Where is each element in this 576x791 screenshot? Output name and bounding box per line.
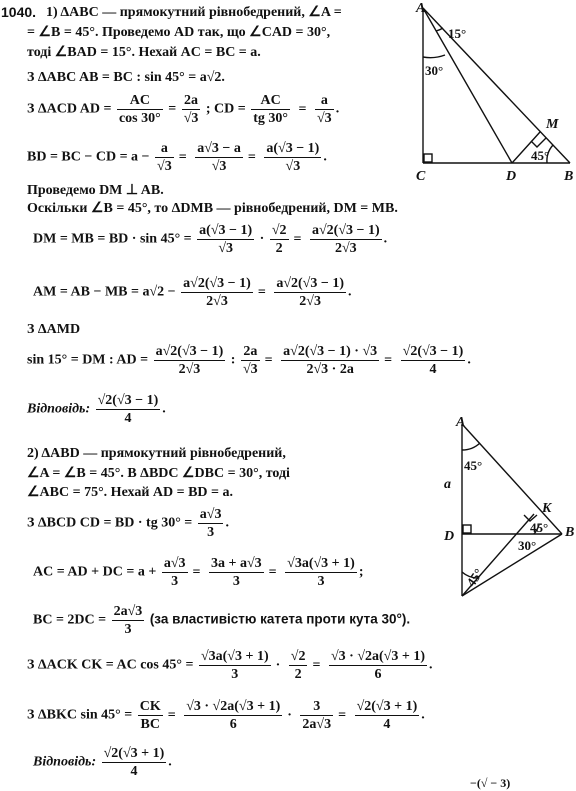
fraction (285, 555, 357, 590)
part2-intro-line3: ∠ABC = 75°. Нехай AD = BD = a. (27, 485, 234, 500)
line-dm-perp: Проведемо DM ⊥ AB. (27, 183, 164, 198)
denominator: 2a√3 (302, 717, 332, 732)
fraction (197, 222, 254, 257)
fraction (281, 343, 379, 378)
label-d: D (444, 529, 455, 544)
fraction (401, 343, 466, 378)
text: З ΔBKC sin 45° = (27, 707, 133, 723)
denominator: 2 (275, 241, 283, 256)
numerator: a√3 (163, 556, 186, 571)
note: (за властивістю катета проти кута 30°). (149, 611, 411, 627)
fraction (155, 140, 174, 175)
fraction (274, 275, 346, 310)
label-side-a: a (444, 477, 451, 492)
denominator: 3 (317, 574, 325, 589)
line-sin15: sin 15° = DM : AD = $\frac{a√2(√3 - 1)}{2√3}$ : $\frac{2a}{√3}$ = $\frac{a√2(√3 - 1) \cdot √3}{2√3 \cdot 2a}$ = $\frac{√2(√3 - 1)}{4}$ . (27, 344, 471, 377)
label-b: B (565, 525, 575, 540)
denominator: 6 (229, 717, 237, 732)
equals: = (168, 101, 177, 117)
numerator: AC (117, 92, 163, 110)
fraction (102, 745, 167, 780)
answer-label: Відповідь: (33, 754, 97, 770)
text: AM = AB − MB = a√2 − (33, 284, 176, 300)
line-amd: З ΔAMD (27, 322, 81, 337)
fraction (198, 506, 224, 541)
label-a: A (456, 415, 466, 430)
fraction (182, 92, 201, 127)
fraction (315, 92, 334, 127)
right-angle-d (463, 525, 471, 533)
numerator: √3 · √2a(√3 + 1) (186, 699, 281, 714)
answer-2: Відповідь: $\frac{√2(√3 + 1)}{4}$ . (33, 746, 172, 779)
fraction (300, 698, 333, 733)
denominator: 2√3 (206, 294, 228, 309)
fraction (181, 275, 253, 310)
fraction (112, 603, 145, 638)
denominator: √3 (218, 241, 233, 256)
label-m: M (546, 117, 559, 132)
label-angle-45-left: 45° (463, 565, 487, 590)
text: BD = BC − CD = a − (27, 149, 150, 165)
line-bc (33, 603, 410, 638)
text: · (259, 231, 265, 247)
line-cd: З ΔBCD CD = BD · tg 30° = $\frac{a√3}{3}$ . (27, 507, 229, 540)
line-bkc: З ΔBKC sin 45° = $\frac{CK}{BC}$ = $\frac{√3 \cdot √2a(√3 + 1)}{6}$ · $\frac{3}{2a√3}$ = $\frac{√2(√3 + 1)}{4}$ . (27, 699, 425, 732)
text: З ΔACK CK = AC cos 45° = (27, 657, 194, 673)
denominator: 4 (124, 411, 132, 426)
label-a: A (416, 1, 426, 16)
denominator: 2√3 (334, 241, 357, 256)
numerator: AC (251, 92, 290, 110)
label-b: B (564, 169, 574, 184)
numerator: 3a + a√3 (210, 556, 262, 571)
figure-triangle-abd (436, 412, 576, 602)
part2-intro-line2: ∠A = ∠B = 45°. В ΔBDC ∠DBC = 30°, тоді (27, 466, 290, 481)
numerator: a√3 − a (197, 141, 241, 156)
fraction (355, 698, 420, 733)
numerator: a√2(√3 − 1) · √3 (283, 344, 378, 359)
line-dm: DM = MB = BD · sin 45° = $\frac{a(√3 - 1)}{√3}$ · $\frac{√2}{2}$ = $\frac{a√2(√3 - 1)}{2√3}$ . (33, 223, 388, 256)
denominator: cos 30° (118, 111, 161, 126)
numerator: a(√3 − 1) (199, 223, 253, 238)
figure-triangle-abc (400, 0, 576, 185)
denominator: 3 (231, 667, 239, 682)
line-ck: З ΔACK CK = AC cos 45° = $\frac{√3a(√3 + 1)}{3}$ · $\frac{√2}{2}$ = $\frac{√3 \cdot √2a(√3 + 1)}{6}$ . (27, 649, 433, 682)
side-ab (462, 424, 562, 534)
side-ab (423, 8, 570, 163)
denominator: 3 (171, 574, 179, 589)
numerator: √2 (290, 649, 306, 664)
fraction (251, 92, 290, 127)
fraction (289, 648, 308, 683)
line-ac: AC = AD + DC = a + $\frac{a√3}{3}$ = $\frac{3a + a√3}{3}$ = $\frac{√3a(√3 + 1)}{3}$ ; (33, 556, 364, 589)
numerator: a (315, 92, 334, 110)
label-angle-45-k: 45° (530, 520, 549, 535)
part1-intro-line2: = ∠B = 45°. Проведемо AD так, що ∠CAD = 30°, (27, 25, 331, 40)
text: BC = 2DC = (33, 612, 107, 628)
fraction (184, 698, 282, 733)
numerator: √3a(√3 + 1) (287, 556, 355, 571)
denominator: 4 (383, 717, 391, 732)
fraction (329, 648, 427, 683)
denominator: √3 (285, 159, 301, 174)
fraction (241, 343, 260, 378)
text: AC = AD + DC = a + (33, 564, 157, 580)
numerator: √2(√3 − 1) (97, 393, 159, 408)
arc-15 (436, 28, 443, 31)
label-angle-45-top: 45° (464, 458, 483, 473)
line-ab: З ΔABC AB = BC : sin 45° = a√2. (27, 70, 225, 85)
numerator: √2(√3 − 1) (402, 344, 464, 359)
part1-intro-line3: тоді ∠BAD = 15°. Нехай AC = BC = a. (27, 45, 261, 60)
fraction (117, 92, 163, 127)
fraction (162, 555, 188, 590)
text: З ΔBCD CD = BD · tg 30° = (27, 515, 193, 531)
arc-30 (423, 55, 445, 58)
answer-1: Відповідь: $\frac{√2(√3 - 1)}{4}$ . (27, 393, 166, 426)
label-angle-30: 30° (425, 63, 444, 78)
text: : (230, 352, 236, 368)
text: DM = MB = BD · sin 45° = (33, 231, 192, 247)
numerator: a√2(√3 − 1) (155, 344, 224, 359)
denominator: 2√3 (299, 294, 321, 309)
denominator: 4 (429, 362, 437, 377)
fraction (96, 392, 161, 427)
part1-intro-line1: 1) ΔABC — прямокутний рівнобедрений, ∠A = (46, 5, 342, 20)
denominator: 4 (130, 764, 138, 779)
numerator: √3 · √2a(√3 + 1) (330, 649, 425, 664)
denominator: √3 (157, 159, 172, 174)
numerator: CK (139, 699, 161, 714)
fraction (154, 343, 226, 378)
label-angle-15: 15° (448, 26, 467, 41)
denominator: 6 (374, 667, 382, 682)
fraction (138, 698, 163, 733)
right-angle-c (424, 154, 432, 162)
numerator: a (155, 140, 174, 158)
numerator: a√2(√3 − 1) (276, 276, 344, 291)
part2-intro-line1: 2) ΔABD — прямокутний рівнобедрений, (27, 446, 286, 461)
answer-label: Відповідь: (27, 401, 91, 417)
numerator: √2(√3 + 1) (103, 746, 165, 761)
text: ; CD = (205, 101, 246, 117)
denominator: 2√3 (178, 362, 201, 377)
numerator: 2a (182, 92, 201, 110)
bottom-fragment: −(√ − 3) (470, 776, 511, 790)
label-d: D (506, 169, 517, 184)
label-angle-45: 45° (531, 148, 550, 163)
denominator: BC (140, 717, 160, 732)
fraction (310, 222, 382, 257)
numerator: √2(√3 + 1) (356, 699, 418, 714)
problem-number: 1040. (1, 4, 37, 20)
denominator: √3 (317, 111, 332, 126)
text: sin 15° = DM : AD = (27, 352, 149, 368)
numerator: √2 (271, 223, 287, 238)
line-acd: З ΔACD AD = $\frac{AC}{\cos 30^\circ}$ = $\frac{2a}{√3}$ ; CD = $\frac{AC}{tg 30^\circ}$ = $\frac{a}{√3}$ . (27, 93, 340, 126)
line-bd: BD = BC − CD = a − $\frac{a}{√3}$ = $\frac{a√3 - a}{√3}$ = $\frac{a(√3 - 1)}{√3}$ . (27, 141, 327, 174)
fraction (270, 222, 289, 257)
numerator: √3a(√3 + 1) (200, 649, 269, 664)
denominator: √3 (183, 111, 199, 126)
numerator: a√2(√3 − 1) (312, 223, 380, 238)
denominator: 2√3 · 2a (306, 362, 354, 377)
line-dmb: Оскільки ∠B = 45°, то ΔDMB — рівнобедрений, DM = MB. (27, 201, 398, 216)
denominator: tg 30° (253, 111, 289, 126)
denominator: 2 (294, 667, 302, 682)
numerator: a√3 (199, 507, 222, 522)
denominator: 3 (232, 574, 240, 589)
arc-a (462, 443, 480, 450)
numerator: a(√3 − 1) (266, 141, 320, 156)
numerator: 2a√3 (113, 604, 143, 619)
fraction (199, 648, 271, 683)
line-am: AM = AB − MB = a√2 − $\frac{a√2(√3 - 1)}{2√3}$ = $\frac{a√2(√3 - 1)}{2√3}$ . (33, 276, 352, 309)
fraction (209, 555, 264, 590)
fraction (264, 140, 321, 175)
denominator: 3 (207, 525, 215, 540)
fraction (195, 140, 243, 175)
numerator: 2a (241, 343, 260, 361)
numerator: 3 (300, 698, 333, 716)
text: З ΔACD AD = (27, 101, 112, 117)
numerator: a√2(√3 − 1) (183, 276, 251, 291)
denominator: 3 (124, 622, 132, 637)
label-k: K (542, 501, 552, 516)
label-c: C (416, 169, 426, 184)
label-angle-30: 30° (518, 538, 537, 553)
denominator: √3 (242, 362, 258, 377)
denominator: √3 (211, 159, 227, 174)
